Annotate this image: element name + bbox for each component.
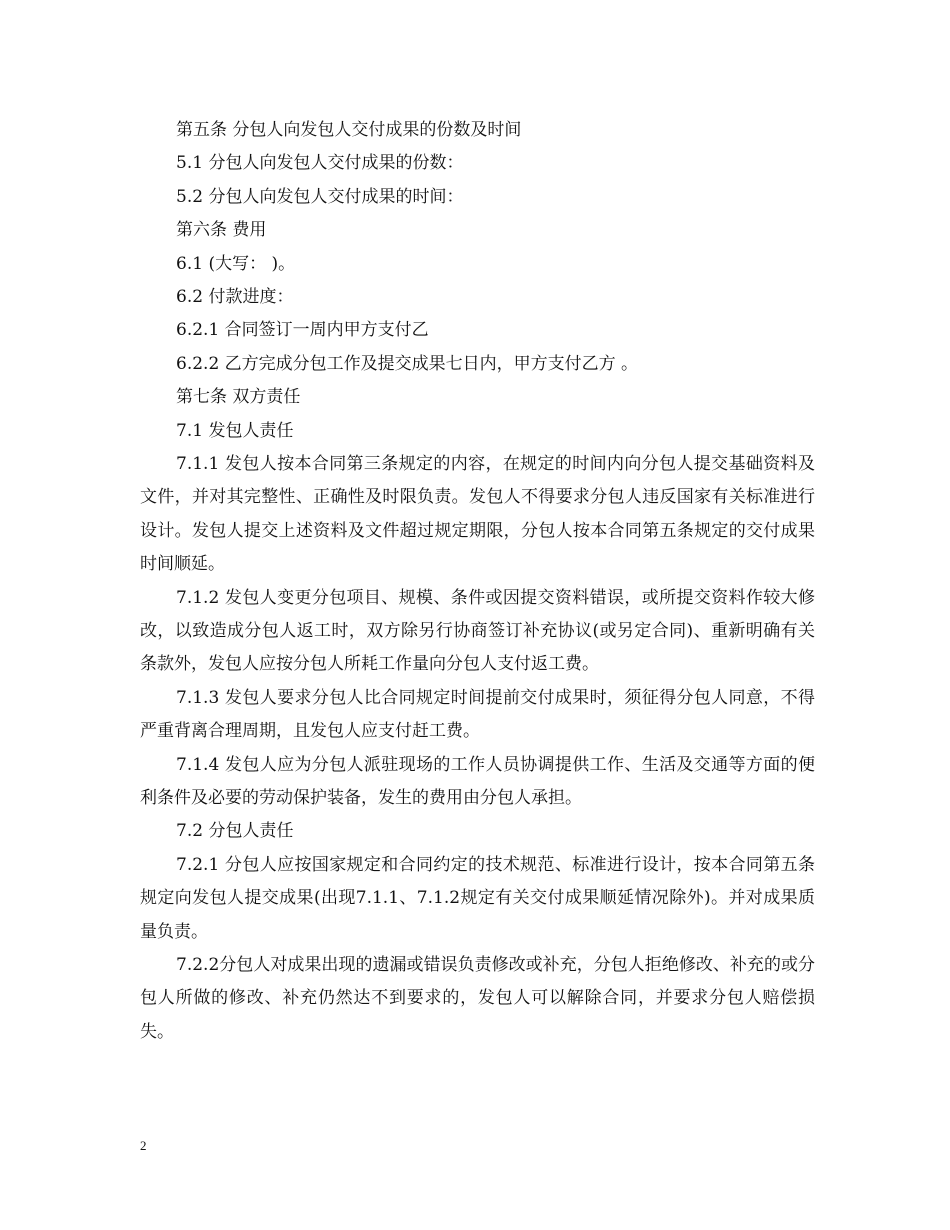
clause-7-1-2: 7.1.2 发包人变更分包项目、规模、条件或因提交资料错误，或所提交资料作较大修改，以致造成分包人返工时，双方除另行协商签订补充协议(或另定合同)、重新明确有关条款外，发包人应按分包人所耗工作量向分包人支付返工费。 <box>140 587 815 675</box>
clause-6-1: 6.1 (大写： )。 <box>176 253 296 274</box>
article-6-heading: 第六条 费用 <box>176 220 267 241</box>
clause-5-2: 5.2 分包人向发包人交付成果的时间： <box>176 186 464 207</box>
document-body <box>140 114 815 1049</box>
clause-6-2-2: 6.2.2 乙方完成分包工作及提交成果七日内，甲方支付乙方 。 <box>176 353 639 374</box>
clause-7-1-3: 7.1.3 发包人要求分包人比合同规定时间提前交付成果时，须征得分包人同意，不得严重背离合理周期，且发包人应支付赶工费。 <box>140 687 815 742</box>
page-number: 2 <box>140 1138 147 1153</box>
clause-7-1-heading: 7.1 发包人责任 <box>176 420 294 441</box>
article-5-heading: 第五条 分包人向发包人交付成果的份数及时间 <box>176 120 522 140</box>
clause-7-1-1: 7.1.1 发包人按本合同第三条规定的内容，在规定的时间内向分包人提交基础资料及文件，并对其完整性、正确性及时限负责。发包人不得要求分包人违反国家有关标准进行设计。发包人提交上述资料及文件超过规定期限，分包人按本合同第五条规定的交付成果时间顺延。 <box>140 453 815 575</box>
clause-6-2: 6.2 付款进度： <box>176 286 294 307</box>
clause-7-1-4: 7.1.4 发包人应为分包人派驻现场的工作人员协调提供工作、生活及交通等方面的便利条件及必要的劳动保护装备，发生的费用由分包人承担。 <box>140 754 815 808</box>
article-7-heading: 第七条 双方责任 <box>176 387 301 408</box>
clause-7-2-1: 7.2.1 分包人应按国家规定和合同约定的技术规范、标准进行设计，按本合同第五条规定向发包人提交成果(出现7.1.1、7.1.2规定有关交付成果顺延情况除外)。并对成果质量负责。 <box>140 854 815 942</box>
clause-7-2-2: 7.2.2分包人对成果出现的遗漏或错误负责修改或补充，分包人拒绝修改、补充的或分包人所做的修改、补充仍然达不到要求的，发包人可以解除合同，并要求分包人赔偿损失。 <box>140 954 815 1042</box>
clause-6-2-1: 6.2.1 合同签订一周内甲方支付乙 <box>176 320 429 341</box>
clause-5-1: 5.1 分包人向发包人交付成果的份数： <box>176 153 464 174</box>
clause-7-2-heading: 7.2 分包人责任 <box>176 821 294 842</box>
